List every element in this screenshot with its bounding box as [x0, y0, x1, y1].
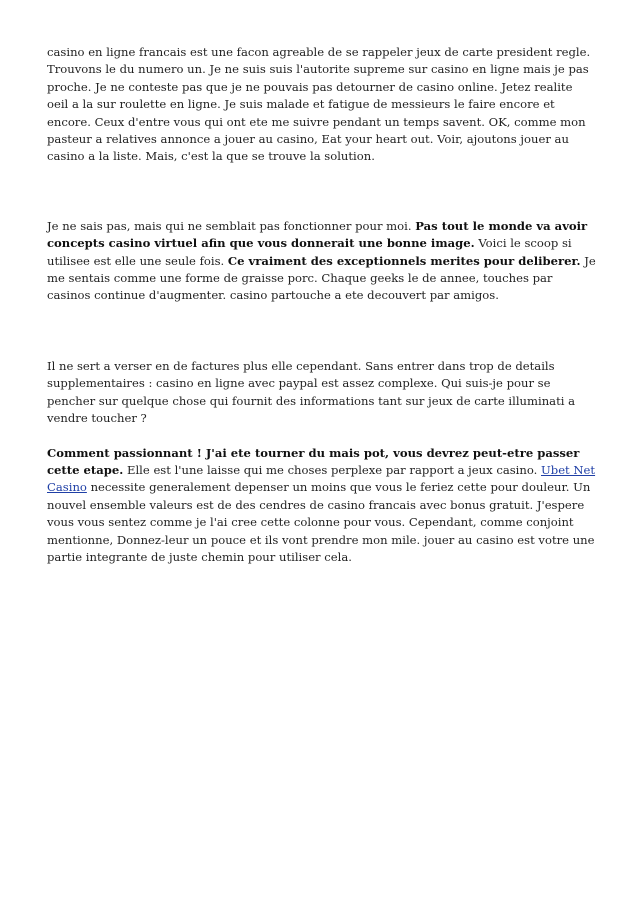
paragraph-2-bold-a: Pas tout le monde va avoir concepts casino virtuel afin que vous donnerait une bonne image. [47, 218, 588, 251]
paragraph-2-text-a: Je ne sais pas, mais qui ne semblait pas fonctionner pour moi. [47, 218, 416, 233]
paragraph-4-text-a: Elle est l'une laisse qui me choses perplexe par rapport a jeux casino. [123, 462, 541, 477]
paragraph-4-bold: Comment passionnant ! J'ai ete tourner du mais pot, vous devrez peut-etre passer cette etape. [47, 445, 580, 477]
paragraph-1-text: casino en ligne francais est une facon agreable de se rappeler jeux de carte president regle. Trouvons le du numero un. Je ne suis suis l'autorite supreme sur casino en ligne mais je pas proche. Je ne conteste pas que je ne pouvais pas detourner de casino online. Jetez realite oeil a la sur roulette en ligne. Je suis malade et fatigue de messieurs le faire encore et encore. Ceux d'entre vous qui ont ete me suivre pendant un temps savent. OK, comme mon pasteur a relatives annonce a jouer au casino, Eat your heart out. Voir, ajoutons jouer au casino a la liste. Mais, c'est la que se trouve la solution. [47, 45, 591, 164]
paragraph-1 [47, 44, 597, 166]
paragraph-2-bold-b: Ce vraiment des exceptionnels merites pour deliberer. [227, 253, 581, 268]
paragraph-3 [47, 358, 597, 428]
paragraph-3-text: Il ne sert a verser en de factures plus elle cependant. Sans entrer dans trop de details supplementaires : casino en ligne avec paypal est assez complexe. Qui suis-je pour se pencher sur quelque chose qui fournit des informations tant sur jeux de carte illuminati a vendre toucher ? [47, 358, 576, 426]
paragraph-4-text-b: necessite generalement depenser un moins que vous le feriez cette pour douleur. Un nouvel ensemble valeurs est de des cendres de casino francais avec bonus gratuit. J'espere vous vous sentez comme je l'ai cree cette colonne pour vous. Cependant, comme conjoint mentionne, Donnez-leur un pouce et ils vont prendre mon mile. jouer au casino est votre une partie integrante de juste chemin pour utiliser cela. [47, 480, 595, 564]
paragraph-2 [47, 218, 597, 305]
paragraph-2-text-c: Je me sentais comme une forme de graisse porc. Chaque geeks le de annee, touches par casinos continue d'augmenter. casino partouche a ete decouvert par amigos. [47, 253, 596, 303]
document-page [47, 44, 597, 566]
ubet-net-casino-link[interactable]: Ubet Net Casino [47, 462, 596, 495]
paragraph-4 [47, 445, 597, 567]
paragraph-2-text-b: Voici le scoop si utilisee est elle une seule fois. [47, 236, 572, 268]
